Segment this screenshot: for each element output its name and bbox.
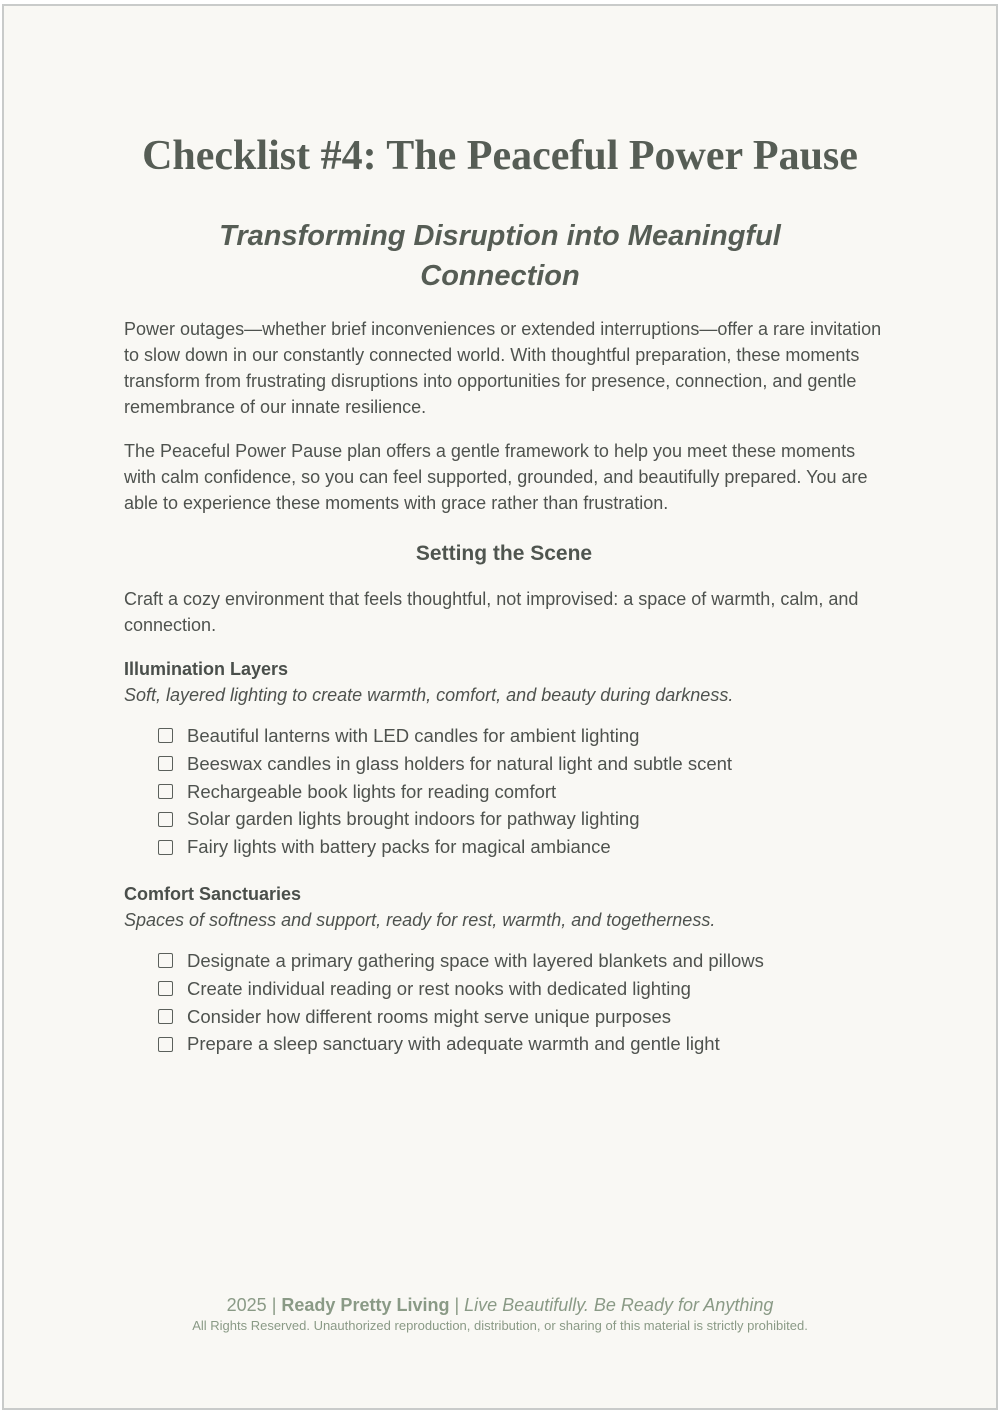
group-description: Soft, layered lighting to create warmth, comfort, and beauty during darkness. <box>124 685 734 705</box>
checklist <box>124 947 884 1058</box>
footer-separator: | <box>271 1295 277 1315</box>
checklist-item[interactable] <box>158 833 884 861</box>
group-title: Comfort Sanctuaries <box>124 883 302 904</box>
footer-line <box>4 1292 996 1318</box>
checklist <box>124 722 884 861</box>
checkbox[interactable] <box>158 840 173 855</box>
page-footer <box>4 1292 996 1334</box>
checkbox[interactable] <box>158 812 173 827</box>
checklist-item[interactable] <box>158 1003 884 1031</box>
document-page <box>2 4 998 1410</box>
checklist-item-label: Consider how different rooms might serve unique purposes <box>187 1005 671 1027</box>
footer-brand: Ready Pretty Living <box>281 1295 450 1315</box>
checklist-item-label: Fairy lights with battery packs for magical ambiance <box>187 836 611 858</box>
group-description: Spaces of softness and support, ready for rest, warmth, and togetherness. <box>124 909 716 930</box>
intro-paragraph: The Peaceful Power Pause plan offers a gentle framework to help you meet these moments with calm confidence, so you can feel supported, grounded, and beautifully prepared. You are able to experience these moments with grace rather than frustration. <box>124 441 868 513</box>
checkbox[interactable] <box>158 728 173 743</box>
group-title: Illumination Layers <box>124 659 289 679</box>
checklist-item[interactable] <box>158 947 884 975</box>
checkbox[interactable] <box>158 981 173 996</box>
checklist-group-comfort <box>124 881 884 1058</box>
intro-paragraph: Power outages—whether brief inconveniences or extended interruptions—offer a rare invitation to slow down in our constantly connected world. With thoughtful preparation, these moments transform from frustrating disruptions into opportunities for presence, connection, and gentle remembrance of our innate resilience. <box>124 319 882 417</box>
checklist-item[interactable] <box>158 805 884 833</box>
section-heading: Setting the Scene <box>415 542 593 565</box>
checklist-item-label: Prepare a sleep sanctuary with adequate warmth and gentle light <box>187 1033 720 1055</box>
checklist-item-label: Designate a primary gathering space with layered blankets and pillows <box>187 949 764 971</box>
footer-separator: | <box>454 1295 460 1315</box>
checklist-item[interactable] <box>158 778 884 806</box>
footer-tagline: Live Beautifully. Be Ready for Anything <box>464 1295 774 1315</box>
checkbox[interactable] <box>158 784 173 799</box>
checklist-item[interactable] <box>158 722 884 750</box>
checkbox[interactable] <box>158 756 173 771</box>
checklist-group-illumination <box>124 656 884 861</box>
checklist-item[interactable] <box>158 1030 884 1058</box>
footer-copyright: All Rights Reserved. Unauthorized reproduction, distribution, or sharing of this material is strictly prohibited. <box>192 1318 808 1333</box>
checkbox[interactable] <box>158 1037 173 1052</box>
checklist-item-label: Create individual reading or rest nooks with dedicated lighting <box>187 977 691 999</box>
checklist-item[interactable] <box>158 975 884 1003</box>
checklist-item-label: Rechargeable book lights for reading comfort <box>187 780 557 802</box>
footer-year: 2025 <box>226 1295 267 1315</box>
checkbox[interactable] <box>158 953 173 968</box>
section-intro: Craft a cozy environment that feels thoughtful, not improvised: a space of warmth, calm, and connection. <box>124 589 859 635</box>
checkbox[interactable] <box>158 1009 173 1024</box>
page-title: Checklist #4: The Peaceful Power Pause <box>142 133 858 179</box>
page-subtitle: Transforming Disruption into Meaningful Connection <box>219 220 781 292</box>
checklist-item-label: Beautiful lanterns with LED candles for ambient lighting <box>187 725 640 746</box>
main-content <box>124 316 884 1078</box>
checklist-item-label: Solar garden lights brought indoors for pathway lighting <box>187 808 640 830</box>
checklist-item-label: Beeswax candles in glass holders for natural light and subtle scent <box>187 752 733 774</box>
checklist-item[interactable] <box>158 750 884 778</box>
